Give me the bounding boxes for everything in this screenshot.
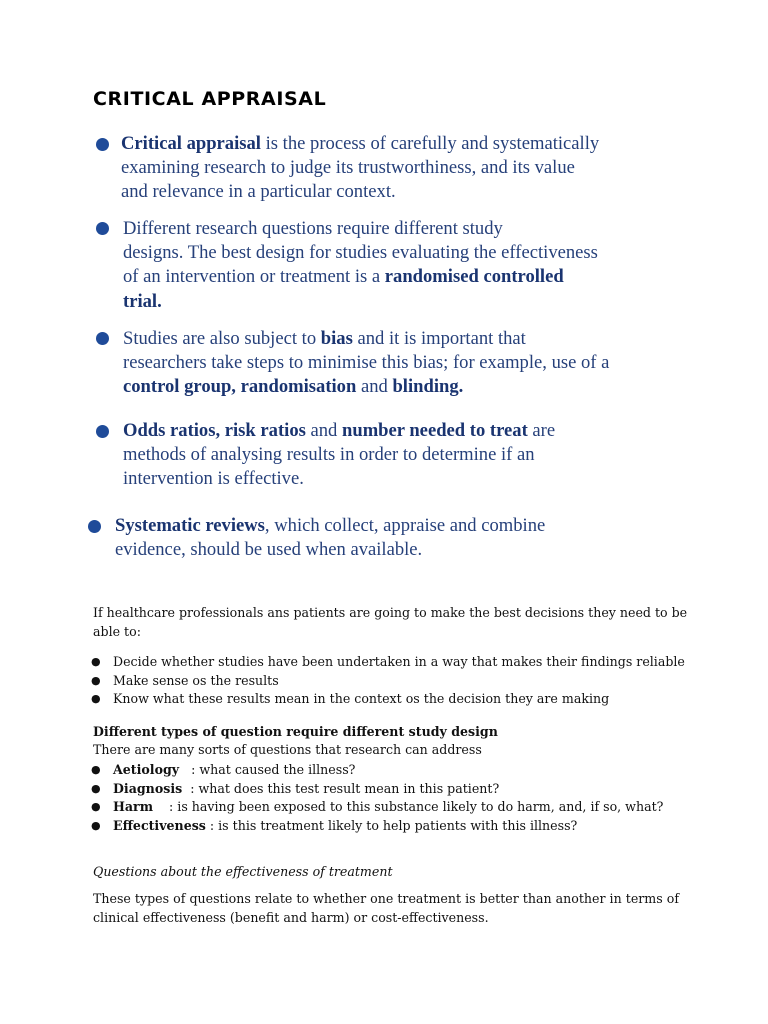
bullet-icon: ● xyxy=(91,781,101,795)
bullet-icon: ● xyxy=(91,763,101,776)
page-title: CRITICAL APPRAISAL xyxy=(93,88,327,110)
bullet-icon: ● xyxy=(91,800,101,813)
question-types-list xyxy=(93,761,663,835)
bold-term: number needed to treat xyxy=(342,420,528,441)
question-term: Aetiology xyxy=(113,762,180,777)
bullet-dot-icon xyxy=(96,222,109,235)
bold-term: randomised controlled xyxy=(384,266,564,288)
question-term: Harm xyxy=(113,799,154,814)
bold-term: Critical appraisal xyxy=(121,133,261,154)
intro-paragraph: If healthcare professionals ans patients are going to make the best decisions they need to be able to: xyxy=(93,605,688,639)
closing-paragraph: These types of questions relate to whether one treatment is better than another in terms of clinical effectiveness (benefit and harm) or cost-effectiveness. xyxy=(93,891,679,925)
list-item: ● Aetiology : what caused the illness? xyxy=(93,761,663,780)
list-item: ● Diagnosis : what does this test result mean in this patient? xyxy=(93,780,663,799)
scanned-summary-image: Critical appraisal is the process of carefully and systematically examining research to judge its trustworthiness, and its value and relevance in a particular context. Different research questions require different study designs. The best design for studies evaluating the effectiveness of an intervention or treatment is a randomised controlled trial. Studies are also subject to bias and it is important that researchers take steps to minimise this bias; for example, use of a control group, randomisation and blinding. Odds ratios, risk ratios and number needed to treat are methods of analysing results in order to determine if an intervention is effective. Systematic reviews, which collect, appraise and combine evidence, should be used when available. xyxy=(84,128,684,580)
intro-list xyxy=(93,653,685,709)
list-item: ● Decide whether studies have been undertaken in a way that makes their findings reliable xyxy=(93,653,685,672)
bullet-icon: ● xyxy=(91,655,101,668)
section-heading: Different types of question require different study design xyxy=(93,724,498,739)
list-item: ● Effectiveness : is this treatment likely to help patients with this illness? xyxy=(93,817,663,836)
list-item: ● Harm : is having been exposed to this substance likely to do harm, and, if so, what? xyxy=(93,798,663,817)
question-term: Diagnosis xyxy=(113,780,183,796)
section-intro: There are many sorts of questions that research can address xyxy=(93,742,482,757)
bullet-icon: ● xyxy=(91,818,101,832)
bold-term: Odds ratios, risk ratios xyxy=(123,420,306,441)
bullet-icon: ● xyxy=(91,673,101,687)
bold-term: Systematic reviews xyxy=(115,515,265,536)
bold-term: trial. xyxy=(123,290,162,312)
bullet-dot-icon xyxy=(96,425,109,438)
bold-term: bias xyxy=(320,328,353,349)
list-item: ● Know what these results mean in the context os the decision they are making xyxy=(93,690,685,709)
list-item: ● Make sense os the results xyxy=(93,672,685,691)
bullet-dot-icon xyxy=(88,520,101,533)
question-term: Effectiveness xyxy=(113,817,206,833)
bullet-dot-icon xyxy=(96,332,109,345)
italic-subheading: Questions about the effectiveness of treatment xyxy=(93,864,393,879)
bold-term: blinding. xyxy=(392,376,464,398)
bullet-dot-icon xyxy=(96,138,109,151)
bold-term: control group, randomisation xyxy=(123,376,357,398)
bullet-icon: ● xyxy=(91,692,101,705)
